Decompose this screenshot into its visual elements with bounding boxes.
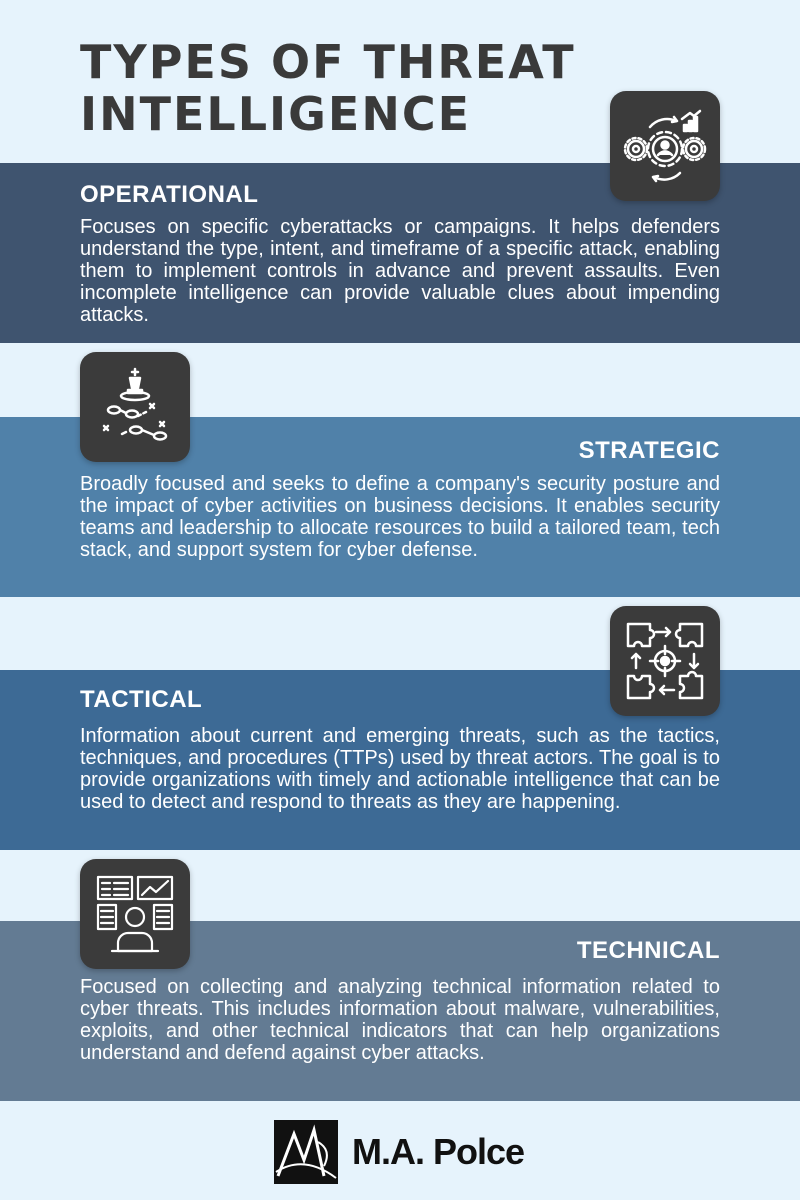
logo-mark-icon [274,1120,338,1184]
section-body: Information about current and emerging threats, such as the tactics, techniques, and procedures (TTPs) used by threat actors. The goal is to provide organizations with timely and actionable intelligence that can be used to detect and respond to threats as they are happening. [80,725,720,813]
puzzle-target-icon [610,606,720,716]
section-heading: TACTICAL [80,686,203,713]
logo-text: M.A. Polce [352,1131,525,1172]
brand-logo [274,1120,524,1184]
gears-person-icon [610,91,720,201]
section-heading: STRATEGIC [578,437,720,464]
page-title: TYPES OF THREAT INTELLIGENCE [80,35,576,141]
section-body: Focuses on specific cyberattacks or campaigns. It helps defenders understand the type, intent, and timeframe of a specific attack, enabling them to implement controls in advance and prevent assaults. Even incomplete intelligence can provide valuable clues about impending attacks. [80,216,720,326]
section-body: Focused on collecting and analyzing technical information related to cyber threats. This includes information about malware, vulnerabilities, exploits, and other technical indicators that can help organizations understand and defend against cyber attacks. [80,976,720,1064]
section-heading: TECHNICAL [576,937,720,964]
chess-strategy-icon [80,352,190,462]
analyst-dashboard-icon [80,859,190,969]
section-body: Broadly focused and seeks to define a company's security posture and the impact of cyber activities on business decisions. It enables security teams and leadership to allocate resources to build a tailored team, tech stack, and support system for cyber defense. [80,473,720,561]
section-heading: OPERATIONAL [80,181,259,208]
